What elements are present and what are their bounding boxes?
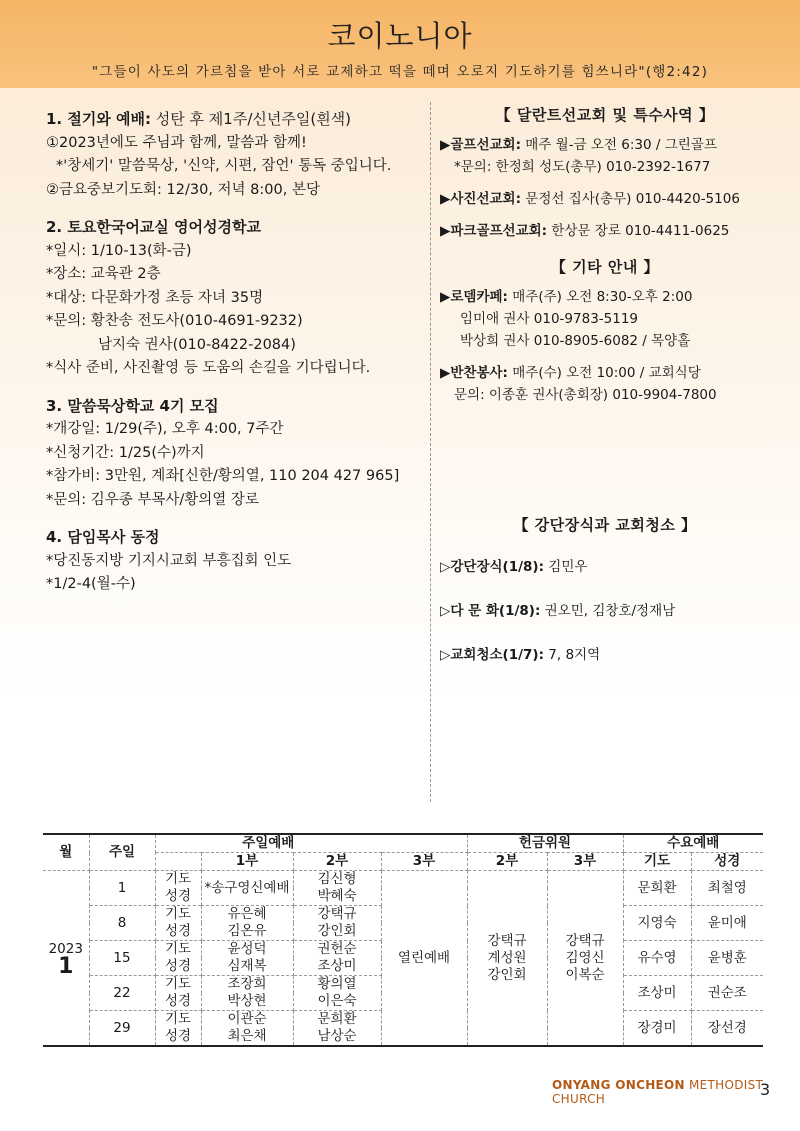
cell-value: 권순조 [691,976,763,1011]
cell-value: 조상미 [293,958,381,976]
item-label: ▶로뎀카페: [440,289,508,305]
week-number: 29 [89,1011,155,1047]
section-worship [46,108,424,202]
cell-value: 강택규 [293,906,381,924]
golf-mission [440,134,770,178]
role-label: 기도 [155,976,201,994]
header-week: 주일 [89,834,155,871]
section-title: 4. 담임목사 동정 [46,528,160,546]
item-text: 김민우 [544,559,588,575]
role-label: 기도 [155,906,201,924]
item-label: ▶반찬봉사: [440,365,508,381]
cell-value: 계성원 [487,949,527,966]
cell-value: 윤성덕 [201,941,293,959]
notice-line: *당진동지방 기지시교회 부흥집회 인도 [46,552,292,569]
role-label: 성경 [155,923,201,941]
notice-line: *문의: 황찬송 전도사(010-4691-9232) [46,313,303,329]
cell-value: 장경미 [623,1011,691,1047]
cell-value: 남상순 [293,1028,381,1046]
church-cleaning [440,644,770,666]
item-label: ▶사진선교회: [440,191,521,207]
item-text: 문정선 집사(총무) 010-4420-5106 [521,191,740,207]
notice-line: 남지숙 권사(010-8422-2084) [98,336,296,353]
role-label: 기도 [155,871,201,889]
cell-value: 문희환 [623,871,691,906]
notice-line: *1/2-4(월-수) [46,576,136,592]
role-label: 성경 [155,1028,201,1046]
notice-line: ②금요중보기도회: 12/30, 저녁 8:00, 본당 [46,181,320,198]
header-sunday-service: 주일예배 [155,834,381,853]
rodem-cafe [440,286,770,352]
cell-value: 김영신 [565,949,605,966]
cell-value: *송구영신예배 [201,871,293,906]
item-label: ▶파크골프선교회: [440,223,548,239]
brand-name: ONYANG ONCHEON [552,1078,685,1092]
item-text: 매주(주) 오전 8:30-오후 2:00 [507,289,693,305]
notice-line: *장소: 교육관 2층 [46,266,161,282]
cell-value: 윤미애 [691,906,763,941]
header-month: 월 [43,834,89,871]
header-2bu: 2부 [293,853,381,871]
item-text: 권오민, 김창호/정재남 [540,603,676,619]
role-label: 성경 [155,993,201,1011]
section-english-bible-school [46,216,424,381]
role-label: 성경 [155,888,201,906]
section-heading-other: 【 기타 안내 】 [550,258,660,276]
third-service-cell: 열린예배 [381,871,467,1047]
notice-line: *개강일: 1/29(주), 오후 4:00, 7주간 [46,421,284,437]
table-row [43,871,763,889]
item-contact: 문의: 이종훈 권사(총회장) 010-9904-7800 [454,387,717,403]
cell-value: 최철영 [691,871,763,906]
item-text: 매주 월-금 오전 6:30 / 그린골프 [521,137,717,153]
section-title: 2. 토요한국어교실 영어성경학교 [46,218,261,236]
role-label: 기도 [155,1011,201,1029]
cell-value: 윤병훈 [691,941,763,976]
offering-3bu-cell [547,871,623,1047]
page-title: 코이노니아 [327,19,473,53]
item-text: 매주(수) 오전 10:00 / 교회식당 [507,365,701,381]
header-verse: "그들이 사도의 가르침을 받아 서로 교제하고 떡을 떼며 오로지 기도하기를 힘쓰니라"(행2:42) [91,64,709,80]
photo-mission [440,188,770,210]
year-month-cell [43,871,89,1047]
side-dish-service [440,362,770,406]
left-column [46,108,424,611]
cell-value: 조상미 [623,976,691,1011]
header-prayer: 기도 [623,853,691,871]
cell-value: 김온유 [201,923,293,941]
cell-value: 유은혜 [201,906,293,924]
header-bible: 성경 [691,853,763,871]
header-1bu: 1부 [201,853,293,871]
cell-value: 이은숙 [293,993,381,1011]
section-pastor-news [46,526,424,597]
cell-value: 문희환 [293,1011,381,1029]
page-number: 3 [760,1080,771,1099]
item-label: ▶골프선교회: [440,137,521,153]
cell-value: 박상현 [201,993,293,1011]
header-offering-2bu: 2부 [467,853,547,871]
page-header [0,0,800,88]
altar-decoration [440,556,770,578]
section-heading-altar: 【 강단장식과 교회청소 】 [513,516,697,534]
notice-line: *참가비: 3만원, 계좌[신한/황의열, 110 204 427 965] [46,468,400,484]
service-schedule-table [43,833,763,1047]
year: 2023 [48,941,83,957]
notice-line: *식사 준비, 사진촬영 등 도움의 손길을 기다립니다. [46,360,371,376]
offering-2bu-cell [467,871,547,1047]
cell-value: 유수영 [623,941,691,976]
notice-line: ①2023년에도 주님과 함께, 말씀과 함께! [46,134,307,151]
notice-line: *대상: 다문화가정 초등 자녀 35명 [46,289,264,306]
item-label: ▷교회청소(1/7): [440,647,545,663]
item-contact: 임미애 권사 010-9783-5119 [460,311,639,327]
cell-value: 강인회 [293,923,381,941]
park-golf-mission [440,220,770,242]
header-offering-3bu: 3부 [547,853,623,871]
month: 1 [58,954,74,979]
header-wednesday-service: 수요예배 [623,834,763,853]
item-label: ▷강단장식(1/8): [440,559,545,575]
item-contact: 박상희 권사 010-8905-6082 / 목양홀 [460,333,691,349]
multicultural [440,600,770,622]
right-column [440,104,770,676]
week-number: 8 [89,906,155,941]
cell-value: 지영숙 [623,906,691,941]
cell-value: 강택규 [565,932,605,949]
notice-line: *문의: 김우종 부목사/황의열 장로 [46,491,259,508]
item-label: ▷다 문 화(1/8): [440,603,541,619]
cell-value: 조장희 [201,976,293,994]
role-label: 성경 [155,958,201,976]
item-text: 한상문 장로 010-4411-0625 [547,223,730,239]
notice-line: *'창세기' 말씀묵상, '신약, 시편, 잠언' 통독 중입니다. [56,158,392,174]
section-subtitle: 성탄 후 제1주/신년주일(흰색) [151,110,352,128]
cell-value: 이관순 [201,1011,293,1029]
cell-value: 심재복 [201,958,293,976]
section-heading-talent: 【 달란트선교회 및 특수사역 】 [495,106,715,124]
section-meditation-school [46,395,424,513]
notice-line: *일시: 1/10-13(화-금) [46,242,192,259]
week-number: 15 [89,941,155,976]
cell-value: 박혜숙 [293,888,381,906]
cell-value: 강인회 [487,966,527,983]
week-number: 1 [89,871,155,906]
section-title: 1. 절기와 예배: [46,110,152,128]
column-divider [430,102,431,802]
notice-line: *신청기간: 1/25(수)까지 [46,444,205,461]
cell-value: 이복순 [565,966,605,983]
header-offering: 헌금위원 [467,834,623,853]
section-title: 3. 말씀묵상학교 4기 모집 [46,396,219,415]
cell-value: 최은채 [201,1028,293,1046]
role-label: 기도 [155,941,201,959]
item-text: 7, 8지역 [544,647,601,663]
item-contact: *문의: 한정희 성도(총무) 010-2392-1677 [454,159,711,175]
header-3bu: 3부 [381,853,467,871]
brand-suffix: METHODIST CHURCH [552,1078,764,1106]
cell-value: 김신형 [293,871,381,889]
cell-value: 황의열 [293,976,381,994]
cell-value: 권헌순 [293,941,381,959]
week-number: 22 [89,976,155,1011]
cell-value: 강택규 [487,932,527,949]
cell-value: 장선경 [691,1011,763,1047]
